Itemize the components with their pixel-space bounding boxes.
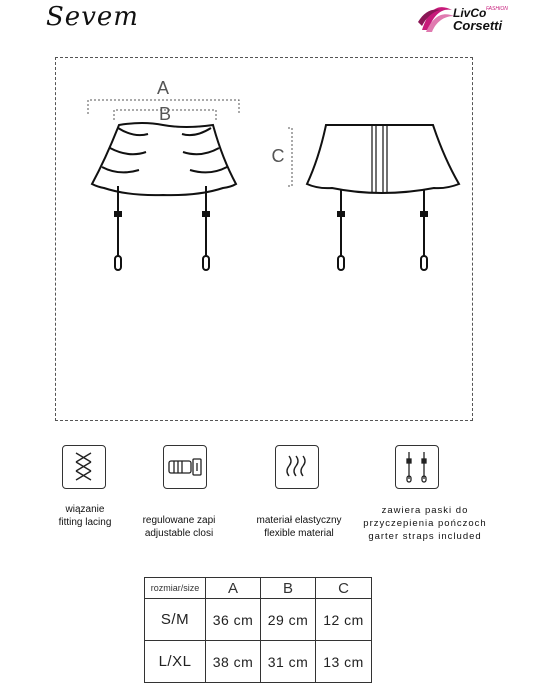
table-row (145, 641, 372, 683)
logo-line1: LivCo (453, 6, 487, 20)
size-value-b: 29 cm (261, 599, 316, 641)
adjustable-closure-icon (163, 445, 207, 489)
feature-caption-3: materiał elastyczny flexible material (256, 515, 342, 539)
garter-belt-diagram (56, 58, 474, 422)
logo-swoosh-icon (416, 0, 456, 40)
front-view (92, 123, 236, 270)
size-value-c: 13 cm (316, 641, 372, 683)
size-header-c: C (316, 578, 372, 599)
size-header-a: A (206, 578, 261, 599)
size-value-c: 12 cm (316, 599, 372, 641)
lacing-icon (62, 445, 106, 489)
size-name: L/XL (145, 641, 206, 683)
brand-logo (416, 0, 526, 40)
feature-caption-1: wiązanie fitting lacing (58, 504, 112, 528)
size-header-b: B (261, 578, 316, 599)
size-table (144, 577, 372, 683)
logo-line2: Corsetti (453, 18, 503, 33)
features-row (0, 440, 550, 560)
dimension-label-a: A (156, 78, 170, 98)
dimension-label-b: B (158, 104, 172, 124)
feature-caption-4: zawiera paski do przyczepienia pończoch garter straps included (363, 505, 487, 542)
size-table-header (145, 578, 372, 599)
garter-straps-icon (395, 445, 439, 489)
size-header-label: rozmiar/size (145, 578, 206, 599)
elastic-material-icon (275, 445, 319, 489)
table-row (145, 599, 372, 641)
size-value-a: 36 cm (206, 599, 261, 641)
back-view (307, 125, 459, 270)
size-name: S/M (145, 599, 206, 641)
product-title: Sevem (46, 2, 139, 32)
size-value-b: 31 cm (261, 641, 316, 683)
feature-caption-2: regulowane zapi adjustable closi (142, 515, 216, 539)
dimension-label-c: C (271, 146, 285, 166)
size-value-a: 38 cm (206, 641, 261, 683)
diagram-frame (55, 57, 473, 421)
logo-tagline: FASHION (486, 6, 508, 12)
